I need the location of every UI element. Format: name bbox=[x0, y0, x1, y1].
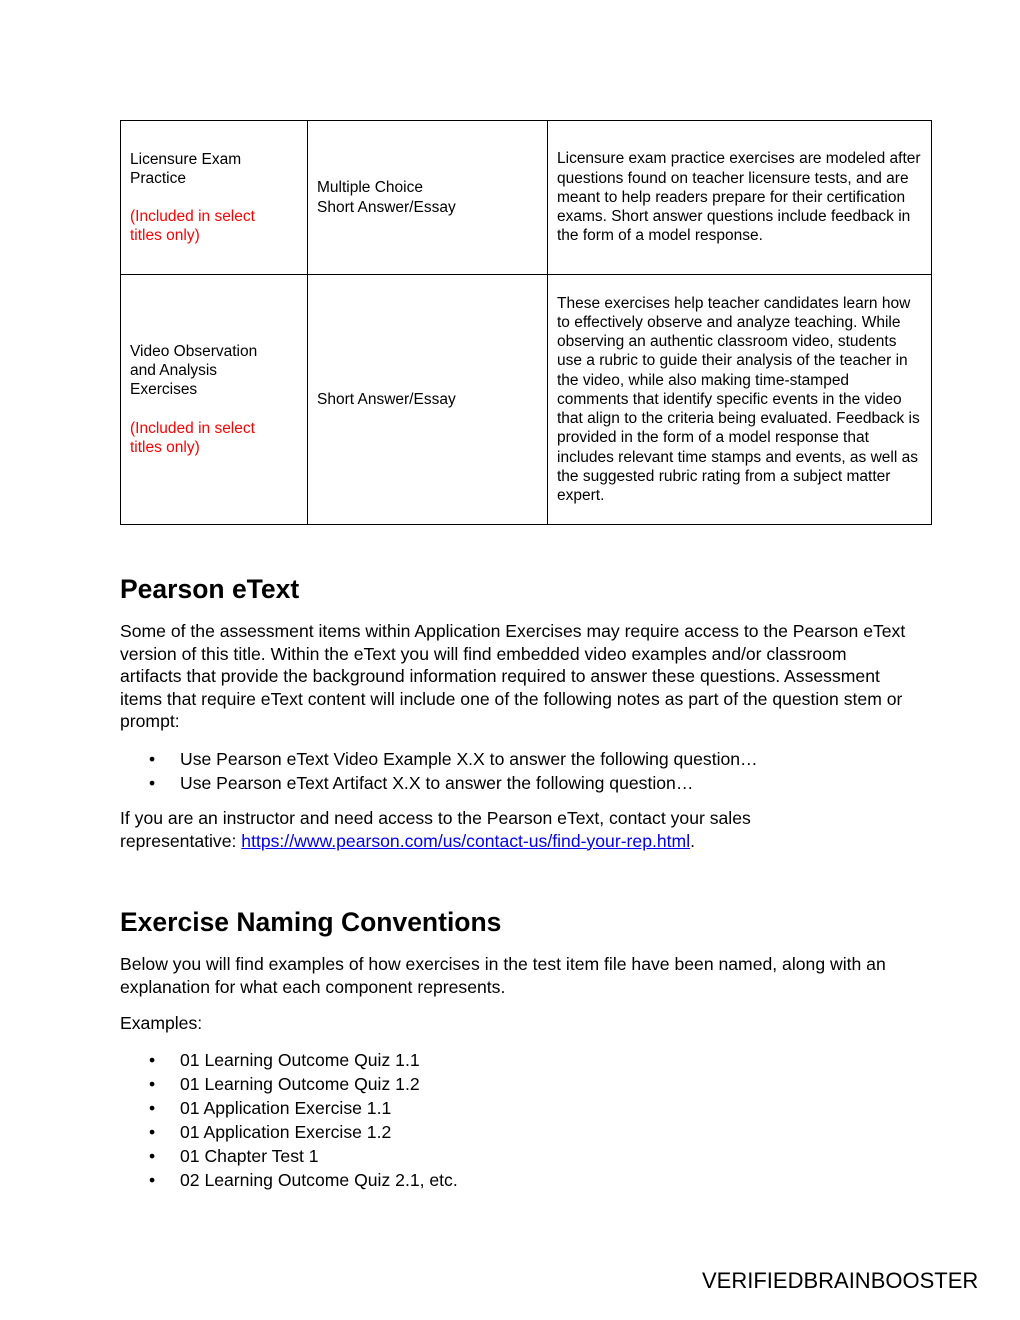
question-type: Short Answer/Essay bbox=[317, 390, 456, 408]
naming-example-list bbox=[120, 1048, 931, 1192]
exercise-description: These exercises help teacher candidates learn how to effectively observe and analyze teaching. While observing an authentic classroom video, students use a rubric to guide their analysis of the teacher in the video, while also making time-stamped comments that identify specific events in the video that align to the criteria being evaluated. Feedback is provided in the form of a model response that includes relevant time stamps and events, as well as the suggested rubric rating from a subject matter expert. bbox=[548, 275, 932, 525]
list-item: • Use Pearson eText Video Example X.X to answer the following question… bbox=[120, 747, 931, 771]
exercise-name: Practice bbox=[130, 169, 186, 187]
question-type: Short Answer/Essay bbox=[317, 198, 456, 216]
availability-note: (Included in select bbox=[130, 419, 255, 437]
section-heading-naming: Exercise Naming Conventions bbox=[120, 907, 502, 938]
footer-watermark: VERIFIEDBRAINBOOSTER bbox=[702, 1268, 979, 1293]
contact-text: . bbox=[690, 830, 695, 851]
etext-intro-paragraph: Some of the assessment items within Application Exercises may require access to the Pearson eText version of this title. Within the eText you will find embedded video examples and/or classroom artifacts that provide the background information required to answer these questions. Assessment items that require eText content will include one of the following notes as part of the question stem or prompt: bbox=[120, 621, 906, 732]
list-item: • 01 Application Exercise 1.2 bbox=[120, 1120, 931, 1144]
section-heading-etext: Pearson eText bbox=[120, 574, 300, 604]
exercise-name: Exercises bbox=[130, 381, 198, 399]
list-item: • 01 Learning Outcome Quiz 1.2 bbox=[120, 1072, 931, 1096]
document-page bbox=[120, 120, 931, 1192]
table-row bbox=[121, 121, 932, 275]
exercise-description: Licensure exam practice exercises are modeled after questions found on teacher licensure tests, and are meant to help readers prepare for their certification exams. Short answer questions include feedback in the form of a model response. bbox=[548, 121, 932, 275]
list-item: • 02 Learning Outcome Quiz 2.1, etc. bbox=[120, 1168, 931, 1192]
list-item: • 01 Learning Outcome Quiz 1.1 bbox=[120, 1048, 931, 1072]
contact-text: representative: bbox=[120, 830, 242, 851]
etext-note-list bbox=[120, 747, 931, 795]
list-item: • 01 Application Exercise 1.1 bbox=[120, 1096, 931, 1120]
exercise-name: Video Observation bbox=[130, 342, 258, 360]
exercise-types-table bbox=[120, 120, 932, 525]
list-item: • Use Pearson eText Artifact X.X to answer the following question… bbox=[120, 771, 931, 795]
exercise-name: and Analysis bbox=[130, 362, 218, 380]
examples-label: Examples: bbox=[120, 1013, 203, 1034]
exercise-name: Licensure Exam bbox=[130, 150, 242, 168]
question-type-cell bbox=[308, 275, 548, 525]
question-type-cell bbox=[308, 121, 548, 275]
etext-contact-paragraph bbox=[120, 807, 931, 852]
find-your-rep-link[interactable]: https://www.pearson.com/us/contact-us/find-your-rep.html bbox=[241, 830, 691, 851]
exercise-name-cell bbox=[121, 275, 308, 525]
naming-intro-paragraph: Below you will find examples of how exercises in the test item file have been named, along with an explanation for what each component represents. bbox=[120, 954, 886, 997]
list-item: • 01 Chapter Test 1 bbox=[120, 1144, 931, 1168]
availability-note: titles only) bbox=[130, 227, 200, 245]
availability-note: titles only) bbox=[130, 438, 200, 456]
table-row bbox=[121, 275, 932, 525]
question-type: Multiple Choice bbox=[317, 179, 423, 197]
availability-note: (Included in select bbox=[130, 208, 255, 225]
contact-text: If you are an instructor and need access to the Pearson eText, contact your sales bbox=[120, 807, 751, 828]
exercise-name-cell bbox=[121, 121, 308, 275]
